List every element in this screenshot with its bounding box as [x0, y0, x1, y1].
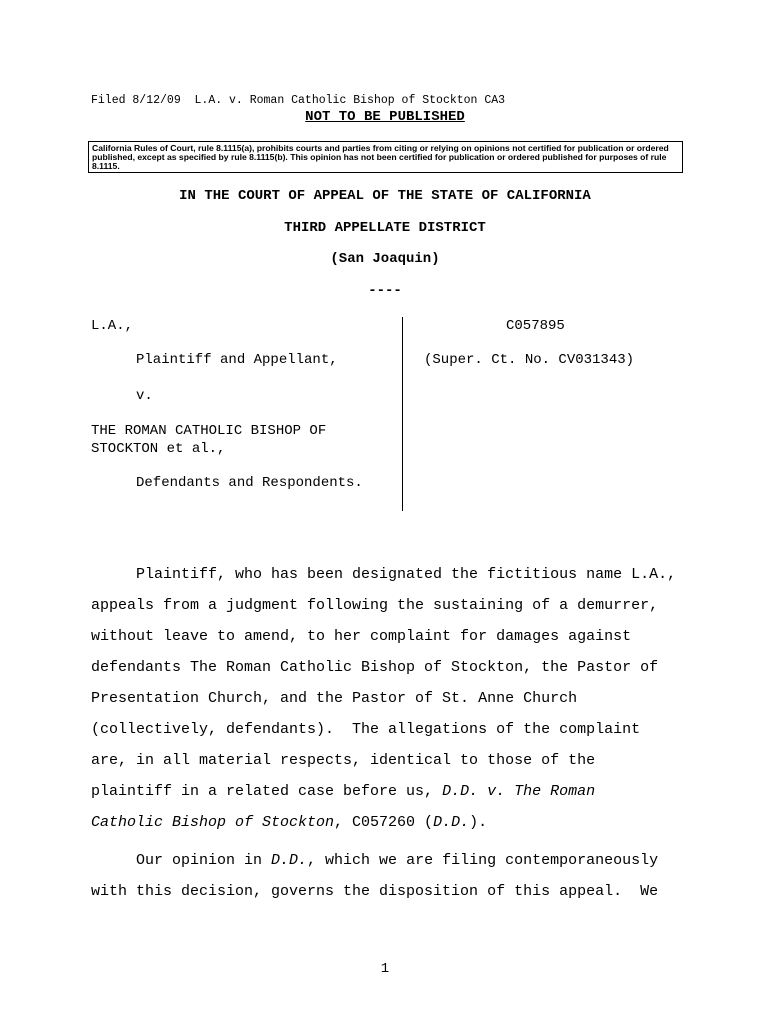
- rule-notice-box: [88, 141, 683, 173]
- court-name: IN THE COURT OF APPEAL OF THE STATE OF CALIFORNIA: [179, 188, 591, 204]
- body-line: Presentation Church, and the Pastor of St. Anne Church: [91, 690, 578, 707]
- body-line: defendants The Roman Catholic Bishop of Stockton, the Pastor of: [91, 659, 659, 676]
- case-short-cite: D.D.: [271, 852, 308, 869]
- district-name: THIRD APPELLATE DISTRICT: [284, 220, 486, 236]
- superior-court-number: (Super. Ct. No. CV031343): [424, 352, 635, 368]
- case-short-cite: D.D.: [433, 814, 470, 831]
- body-text: plaintiff in a related case before us,: [91, 783, 443, 800]
- body-text: , which we are filing contemporaneously: [307, 852, 659, 869]
- caption-defendant-line1: THE ROMAN CATHOLIC BISHOP OF: [91, 423, 327, 439]
- case-number: C057895: [506, 318, 565, 334]
- body-text: , C057260 (: [334, 814, 434, 831]
- body-text: ).: [469, 814, 488, 831]
- body-line: [91, 783, 595, 800]
- body-line: appeals from a judgment following the sustaining of a demurrer,: [91, 597, 659, 614]
- caption-divider: [402, 317, 403, 511]
- not-to-be-published-heading: NOT TO BE PUBLISHED: [305, 109, 465, 125]
- caption-defendant-role: Defendants and Respondents.: [136, 475, 363, 491]
- case-citation: D.D. v. The Roman: [442, 783, 596, 800]
- body-line: without leave to amend, to her complaint for damages against: [91, 628, 632, 645]
- case-citation: Catholic Bishop of Stockton: [91, 814, 335, 831]
- county-name: (San Joaquin): [330, 251, 440, 267]
- caption-defendant-line2: STOCKTON et al.,: [91, 441, 226, 457]
- body-line: (collectively, defendants). The allegations of the complaint: [91, 721, 641, 738]
- separator: ----: [368, 283, 402, 299]
- body-text: Our opinion in: [91, 852, 272, 869]
- caption-plaintiff: L.A.,: [91, 318, 134, 334]
- rule-notice-text: California Rules of Court, rule 8.1115(a), prohibits courts and parties from citing or relying on opinions not certified for publication or ordered published, except as specified by rule 8.1115(b). This opinion has not been certified for publication or ordered published for purposes of rule 8.1115.: [92, 143, 669, 171]
- page-number: 1: [380, 961, 390, 977]
- body-line: [91, 852, 658, 869]
- body-line: are, in all material respects, identical to those of the: [91, 752, 596, 769]
- filed-line: Filed 8/12/09 L.A. v. Roman Catholic Bishop of Stockton CA3: [91, 94, 506, 107]
- body-line: Plaintiff, who has been designated the fictitious name L.A.,: [91, 566, 677, 583]
- caption-plaintiff-role: Plaintiff and Appellant,: [136, 352, 338, 368]
- body-line: with this decision, governs the disposition of this appeal. We: [91, 883, 659, 900]
- caption-versus: v.: [136, 388, 153, 404]
- body-line: [91, 814, 487, 831]
